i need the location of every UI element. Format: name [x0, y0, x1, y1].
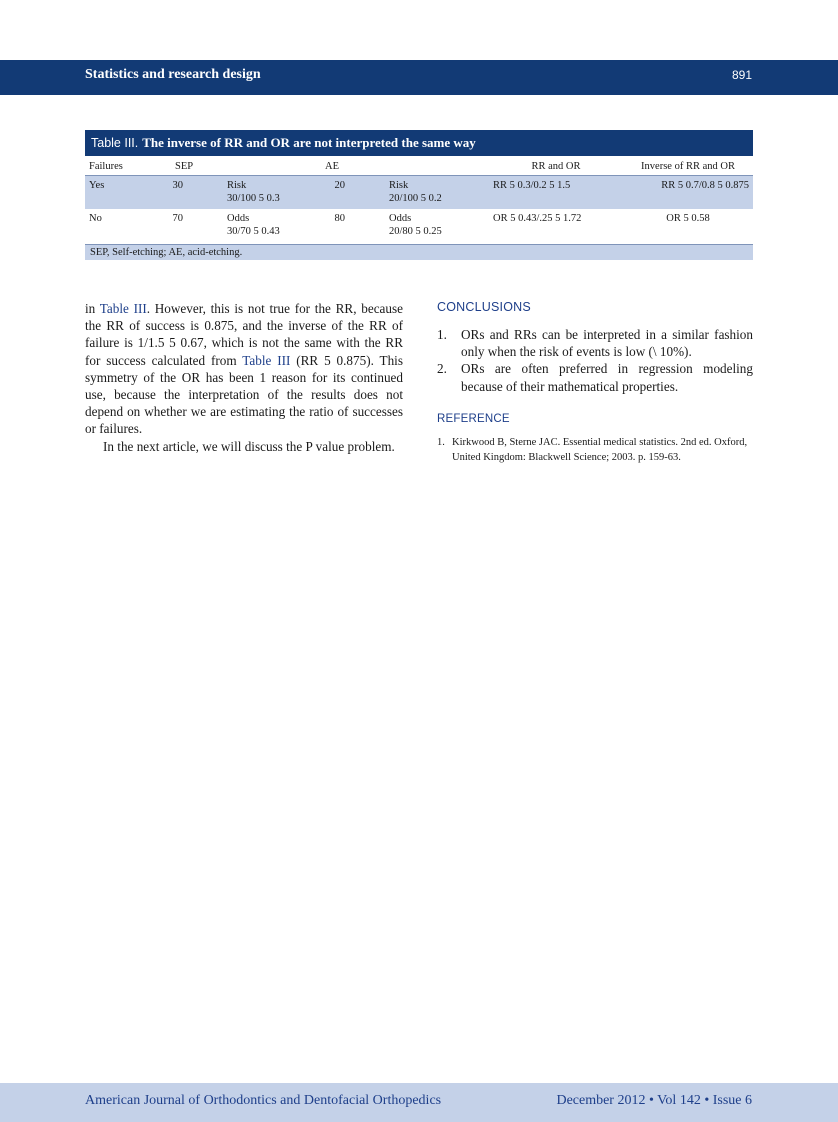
- inverse-value: OR 5 0.58: [666, 213, 710, 224]
- journal-name: American Journal of Orthodontics and Dentofacial Orthopedics: [85, 1093, 442, 1108]
- ae-measure: [349, 176, 489, 210]
- running-header: [0, 60, 838, 95]
- item-number: 1.: [437, 436, 445, 448]
- col-header-sep: SEP: [163, 156, 325, 176]
- list-item: [437, 326, 753, 360]
- measure-type: Odds: [389, 213, 412, 224]
- reference-item: [437, 435, 753, 465]
- issue-info: December 2012 • Vol 142 • Issue 6: [556, 1093, 752, 1108]
- sep-measure: [187, 176, 325, 210]
- col-header-rr-or: RR and OR: [489, 156, 623, 176]
- item-text: ORs and RRs can be interpreted in a similar fashion only when the risk of events is low (\ 10%).: [461, 327, 753, 360]
- measure-type: Risk: [389, 180, 409, 191]
- body-paragraph: In the next article, we will discuss the P value problem.: [103, 438, 395, 454]
- col-header-inverse: Inverse of RR and OR: [623, 156, 753, 176]
- body-right-column: [437, 300, 753, 465]
- conclusions-list: [437, 326, 753, 395]
- text-run: in: [85, 301, 100, 316]
- inverse-value: RR 5 0.7/0.8 5 0.875: [623, 176, 753, 210]
- data-table: [85, 156, 753, 242]
- table-title: The inverse of RR and OR are not interpreted the same way: [142, 135, 476, 150]
- sep-count: 30: [163, 176, 187, 210]
- item-text: Kirkwood B, Sterne JAC. Essential medical statistics. 2nd ed. Oxford, United Kingdom: Blackwell Science; 2003. p. 159-63.: [452, 436, 748, 463]
- reference-list: [437, 435, 753, 465]
- body-left-column: [85, 300, 403, 455]
- table-footnote: SEP, Self-etching; AE, acid-etching.: [85, 244, 753, 260]
- table-row-no: [85, 209, 753, 242]
- sep-measure: [187, 209, 325, 242]
- rr-or-value: OR 5 0.43/.25 5 1.72: [493, 213, 582, 224]
- measure-value: 30/100 5 0.3: [227, 193, 280, 204]
- reference-heading: REFERENCE: [437, 412, 510, 425]
- conclusions-heading: CONCLUSIONS: [437, 300, 531, 314]
- running-title: Statistics and research design: [85, 67, 261, 82]
- measure-value: 30/70 5 0.43: [227, 226, 280, 237]
- sep-count: 70: [172, 213, 183, 224]
- ae-count: 20: [325, 176, 349, 210]
- measure-value: 20/80 5 0.25: [389, 226, 442, 237]
- row-label: No: [89, 213, 102, 224]
- text-run: (RR 5 0.875). This symmetry of the OR has been 1 reason for its continued use, because the interpretation of the results does not depend on whether we are estimating the ratio of successes or failures.: [85, 352, 403, 437]
- table-caption: [85, 130, 753, 156]
- page-number: 891: [731, 68, 752, 82]
- measure-value: 20/100 5 0.2: [389, 193, 442, 204]
- row-label: Yes: [85, 176, 163, 210]
- table-link[interactable]: Table III: [242, 352, 291, 368]
- col-header-ae: AE: [325, 156, 489, 176]
- measure-type: Odds: [227, 213, 250, 224]
- col-header-failures: Failures: [85, 156, 163, 176]
- body-paragraph: [85, 300, 403, 438]
- item-text: ORs are often preferred in regression modeling because of their mathematical properties.: [461, 361, 753, 394]
- text-run: . However, this is not true for the RR, because the RR of success is 0.875, and the inverse of the RR of failure is 1/1.5 5 0.67, which is not the same with the RR for success calculated from: [85, 301, 403, 368]
- measure-type: Risk: [227, 180, 247, 191]
- table-header-row: [85, 156, 753, 176]
- running-footer: [0, 1083, 838, 1122]
- table-link[interactable]: Table III: [99, 301, 147, 316]
- rr-or-value: RR 5 0.3/0.2 5 1.5: [489, 176, 623, 210]
- ae-measure: [349, 209, 489, 242]
- item-number: 2.: [437, 361, 447, 377]
- item-number: 1.: [437, 327, 447, 342]
- table-row-yes: [85, 176, 753, 210]
- table-iii: [85, 130, 753, 260]
- ae-count: 80: [334, 213, 345, 224]
- list-item: [437, 360, 753, 394]
- table-label: Table III.: [91, 136, 139, 150]
